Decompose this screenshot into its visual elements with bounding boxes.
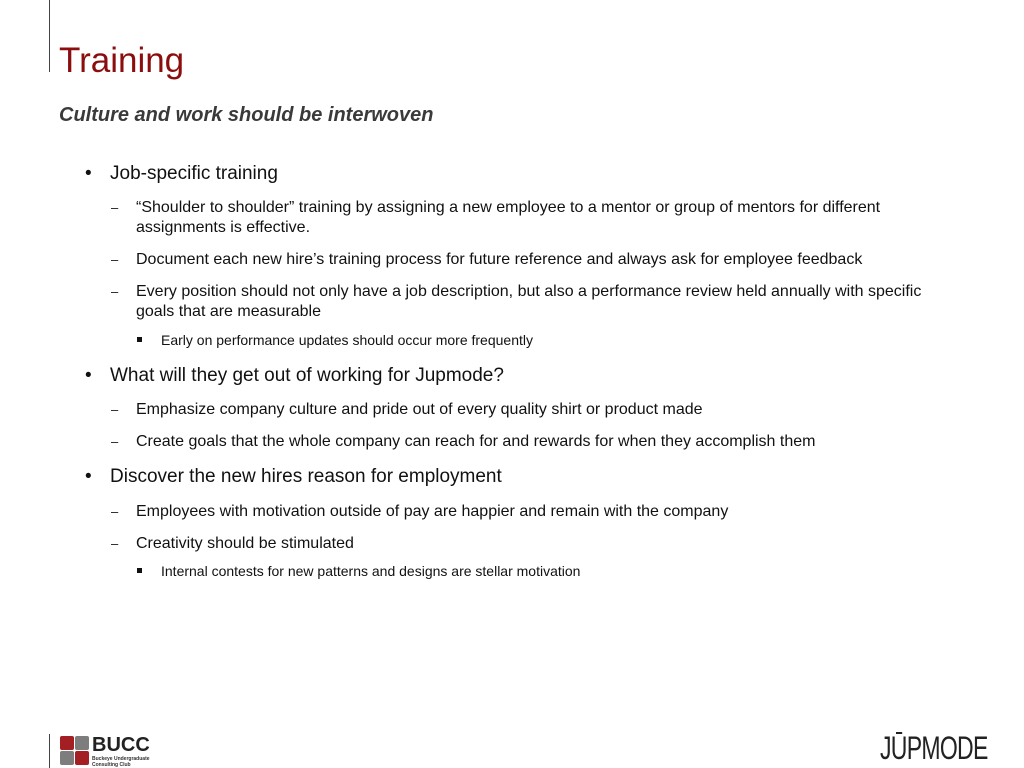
bullet-text: Job-specific training: [110, 163, 278, 184]
sub-bullet-text: Every position should not only have a job description, but also a performance review held annually with specific goals that are measurable: [136, 283, 922, 320]
bullet-dot: •: [85, 365, 92, 386]
sub-bullet-text: Document each new hire’s training process for future reference and always ask for employee feedback: [136, 251, 863, 268]
sub-sub-bullet-text: Early on performance updates should occur more frequently: [161, 332, 533, 348]
sub-bullet: [111, 502, 936, 522]
sub-bullet: [111, 534, 936, 554]
sub-bullet: [111, 250, 936, 270]
top-divider-line: [49, 0, 50, 72]
bullet-text: Discover the new hires reason for employment: [110, 466, 502, 487]
bucc-logo: [58, 734, 148, 768]
bottom-divider-line: [49, 734, 50, 768]
sub-bullet-text: Create goals that the whole company can reach for and rewards for when they accomplish them: [136, 433, 816, 450]
bullet-text: What will they get out of working for Jupmode?: [110, 365, 504, 386]
bucc-logo-tagline: Buckeye Undergraduate Consulting Club: [92, 756, 150, 768]
logo-square-icon: [60, 751, 74, 765]
jupmode-logo: JŪPMODE: [880, 730, 988, 766]
sub-bullet-dash: –: [111, 200, 119, 215]
sub-bullet: [111, 282, 926, 322]
sub-bullet-text: Employees with motivation outside of pay are happier and remain with the company: [136, 503, 729, 520]
bullet-what-will-they-get: [85, 364, 504, 388]
sub-sub-bullet: [161, 331, 533, 349]
sub-bullet: [111, 400, 936, 420]
sub-sub-bullet: [161, 562, 580, 580]
sub-bullet-dash: –: [111, 504, 119, 519]
sub-bullet: [111, 198, 936, 238]
page-subtitle: Culture and work should be interwoven: [59, 104, 434, 126]
square-bullet-icon: [137, 568, 142, 573]
logo-square-icon: [75, 751, 89, 765]
bullet-job-specific-training: [85, 162, 278, 186]
sub-bullet-text: “Shoulder to shoulder” training by assigning a new employee to a mentor or group of mentors for different assignments is effective.: [136, 199, 881, 236]
sub-bullet-dash: –: [111, 402, 119, 417]
sub-bullet-dash: –: [111, 252, 119, 267]
sub-sub-bullet-text: Internal contests for new patterns and designs are stellar motivation: [161, 563, 581, 579]
sub-bullet-text: Emphasize company culture and pride out of every quality shirt or product made: [136, 401, 703, 418]
bullet-dot: •: [85, 163, 92, 184]
sub-bullet-dash: –: [111, 434, 119, 449]
sub-bullet-dash: –: [111, 284, 119, 299]
bullet-dot: •: [85, 466, 92, 487]
bucc-logo-name: BUCC: [92, 734, 150, 756]
logo-square-icon: [75, 736, 89, 750]
square-bullet-icon: [137, 337, 142, 342]
page-title: Training: [59, 41, 185, 80]
sub-bullet-dash: –: [111, 536, 119, 551]
sub-bullet-text: Creativity should be stimulated: [136, 535, 354, 552]
logo-square-icon: [60, 736, 74, 750]
sub-bullet: [111, 432, 936, 452]
bullet-discover-reason: [85, 465, 502, 489]
